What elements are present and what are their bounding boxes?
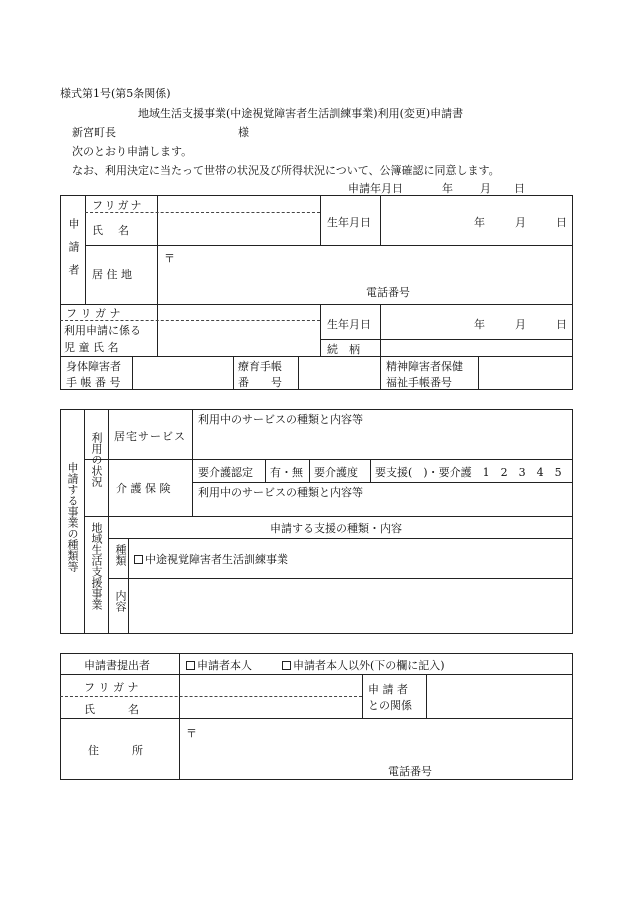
applicant-group-label: 申請者 <box>67 218 80 287</box>
submitter-postal-mark: 〒 <box>186 727 197 740</box>
child-birthdate-month: 月 <box>515 318 526 331</box>
type-value <box>134 551 288 567</box>
submitter-relation-2: との関係 <box>368 699 412 712</box>
submitter-address-label: 住 所 <box>88 744 143 757</box>
submitter-label: 申請書提出者 <box>84 659 150 672</box>
applicant-address-label: 居 住 地 <box>92 268 132 281</box>
child-label-2: 児 童 氏 名 <box>64 341 119 354</box>
postal-mark: 〒 <box>164 252 175 265</box>
physical-cert-label-1: 身体障害者 <box>66 360 121 373</box>
applicant-name-label: 氏 名 <box>92 224 131 237</box>
content-label: 内容 <box>114 590 127 612</box>
submitter-option-other-text: 申請者本人以外(下の欄に記入) <box>293 659 445 672</box>
application-date-year: 年 <box>442 182 453 195</box>
applicant-birthdate-label: 生年月日 <box>327 216 371 229</box>
intro-line-2: なお、利用決定に当たって世帯の状況及び所得状況について、公簿確認に同意します。 <box>72 164 500 177</box>
application-date-day: 日 <box>514 182 525 195</box>
relationship-label: 続 柄 <box>327 343 360 356</box>
child-birthdate-label: 生年月日 <box>327 318 371 331</box>
care-level-options: 要支援( )・要介護 1 2 3 4 5 <box>375 466 562 479</box>
submitter-phone-label: 電話番号 <box>388 765 432 778</box>
birthdate-month: 月 <box>515 216 526 229</box>
mental-cert-label-2: 福祉手帳番号 <box>386 376 452 389</box>
submitter-option-other[interactable] <box>282 657 445 673</box>
type-label: 種類 <box>114 544 127 566</box>
application-date-label: 申請年月日 <box>348 182 403 195</box>
checkbox[interactable] <box>186 661 195 670</box>
mental-cert-label-1: 精神障害者保健 <box>386 360 463 373</box>
care-insurance-label: 介 護 保 険 <box>116 482 171 495</box>
birthdate-day: 日 <box>556 216 567 229</box>
regional-support-label: 地域生活支援事業 <box>90 522 103 610</box>
care-service-desc: 利用中のサービスの種類と内容等 <box>198 486 363 499</box>
care-certification-label: 要介護認定 <box>198 466 253 479</box>
checkbox[interactable] <box>134 555 143 564</box>
addressee: 新宮町長 <box>72 126 116 139</box>
checkbox[interactable] <box>282 661 291 670</box>
physical-cert-label-2: 手 帳 番 号 <box>66 376 121 389</box>
submitter-option-self[interactable] <box>186 657 252 673</box>
submitter-name-label: 氏 名 <box>84 703 139 716</box>
care-level-label: 要介護度 <box>314 466 358 479</box>
birthdate-year: 年 <box>474 216 485 229</box>
form-title: 地域生活支援事業(中途視覚障害者生活訓練事業)利用(変更)申請書 <box>138 107 464 120</box>
usage-status-label: 利用の状況 <box>90 432 103 487</box>
submitter-relation-1: 申 請 者 <box>368 683 408 696</box>
form-number: 様式第1号(第5条関係) <box>60 87 171 100</box>
ryouiku-label-2: 番 号 <box>238 376 282 389</box>
type-value-text: 中途視覚障害者生活訓練事業 <box>145 553 288 566</box>
submitter-option-self-text: 申請者本人 <box>197 659 252 672</box>
home-service-label: 居宅サービス <box>114 430 186 443</box>
services-group-label: 申請する事業の種類等 <box>66 462 79 572</box>
ryouiku-label-1: 療育手帳 <box>238 360 282 373</box>
applicant-furigana-label: フリガナ <box>92 199 144 212</box>
intro-line-1: 次のとおり申請します。 <box>72 145 193 158</box>
child-furigana-label: フ リ ガ ナ <box>66 307 121 320</box>
home-service-desc: 利用中のサービスの種類と内容等 <box>198 413 363 426</box>
honorific: 様 <box>238 126 249 139</box>
submitter-furigana-label: フ リ ガ ナ <box>84 681 139 694</box>
applicant-phone-label: 電話番号 <box>366 286 410 299</box>
child-birthdate-day: 日 <box>556 318 567 331</box>
child-label-1: 利用申請に係る <box>64 324 141 337</box>
child-birthdate-year: 年 <box>474 318 485 331</box>
support-type-header: 申請する支援の種類・内容 <box>270 522 402 535</box>
application-date-month: 月 <box>480 182 491 195</box>
care-yes-no: 有・無 <box>270 466 303 479</box>
